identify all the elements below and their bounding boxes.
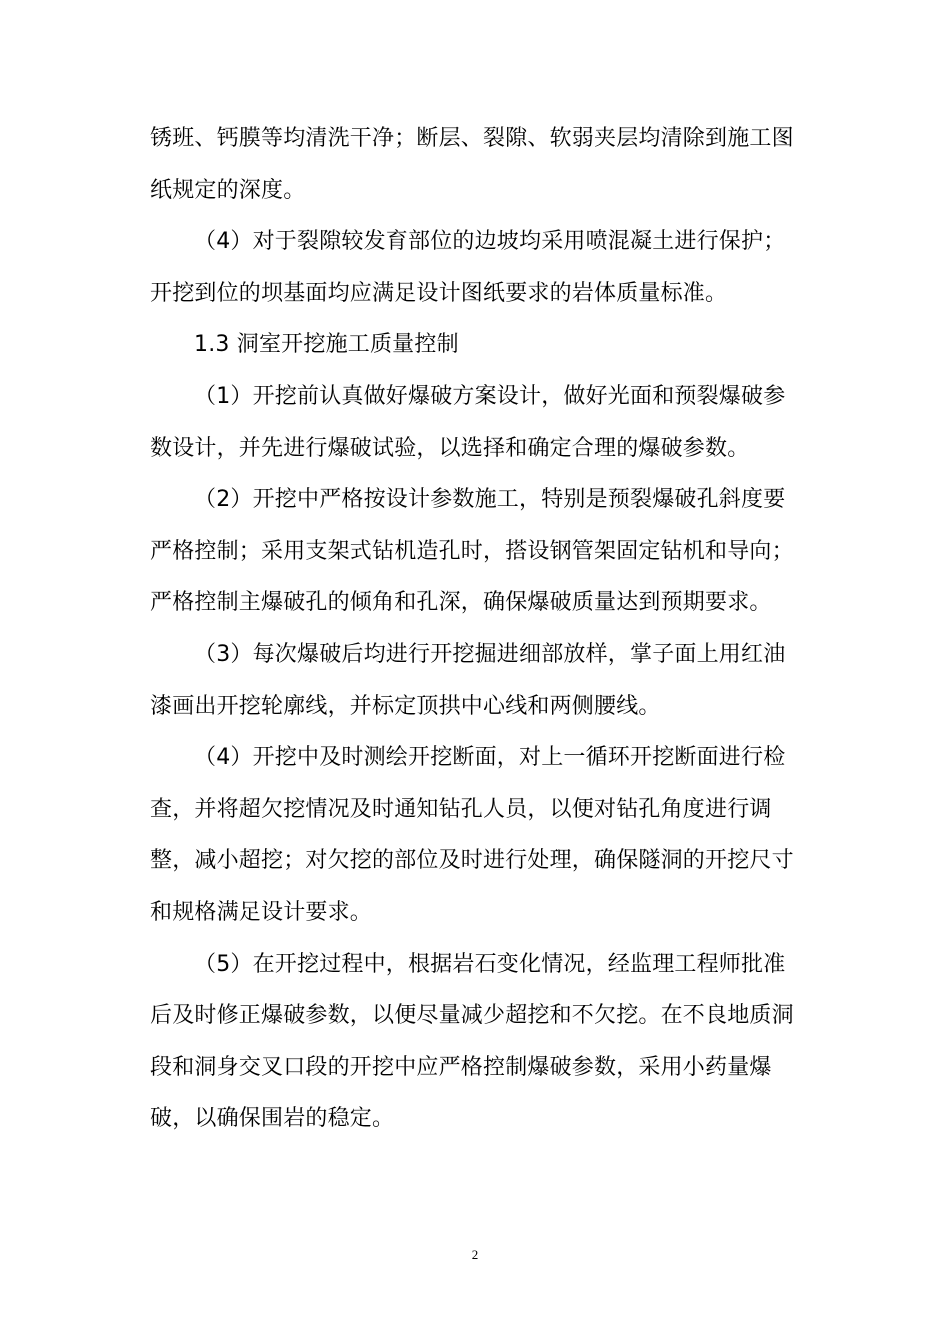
text-line: 整，减小超挖；对欠挖的部位及时进行处理，确保隧洞的开挖尺寸 [150, 848, 794, 874]
paragraph-start: （4）对于裂隙较发育部位的边坡均采用喷混凝土进行保护； [194, 229, 786, 255]
text-line: 破，以确保围岩的稳定。 [150, 1106, 395, 1132]
paragraph-start: （3）每次爆破后均进行开挖掘进细部放样，掌子面上用红油 [194, 641, 786, 667]
text-line: 段和洞身交叉口段的开挖中应严格控制爆破参数，采用小药量爆 [150, 1054, 772, 1080]
text-line: 锈班、钙膜等均清洗干净；断层、裂隙、软弱夹层均清除到施工图 [150, 126, 794, 151]
text-line: 纸规定的深度。 [150, 177, 306, 203]
paragraph-start: （2）开挖中严格按设计参数施工，特别是预裂爆破孔斜度要 [194, 487, 786, 513]
paragraph-start: （5）在开挖过程中，根据岩石变化情况，经监理工程师批准 [194, 951, 786, 977]
page-number: 2 [471, 1247, 479, 1262]
text-line: 查，并将超欠挖情况及时通知钻孔人员，以便对钻孔角度进行调 [150, 796, 772, 822]
section-heading: 1.3 洞室开挖施工质量控制 [194, 332, 459, 358]
paragraph-start: （4）开挖中及时测绘开挖断面，对上一循环开挖断面进行检 [194, 745, 786, 771]
paragraph-start: （1）开挖前认真做好爆破方案设计，做好光面和预裂爆破参 [194, 383, 786, 409]
text-line: 数设计，并先进行爆破试验，以选择和确定合理的爆破参数。 [150, 435, 750, 461]
text-line: 开挖到位的坝基面均应满足设计图纸要求的岩体质量标准。 [150, 280, 728, 306]
text-line: 和规格满足设计要求。 [150, 899, 373, 925]
text-line: 严格控制主爆破孔的倾角和孔深，确保爆破质量达到预期要求。 [150, 590, 772, 616]
text-line: 漆画出开挖轮廓线，并标定顶拱中心线和两侧腰线。 [150, 693, 661, 719]
document-body [150, 113, 800, 1145]
text-line: 严格控制；采用支架式钻机造孔时，搭设钢管架固定钻机和导向； [150, 538, 794, 564]
text-line: 后及时修正爆破参数，以便尽量减少超挖和不欠挖。在不良地质洞 [150, 1003, 794, 1029]
